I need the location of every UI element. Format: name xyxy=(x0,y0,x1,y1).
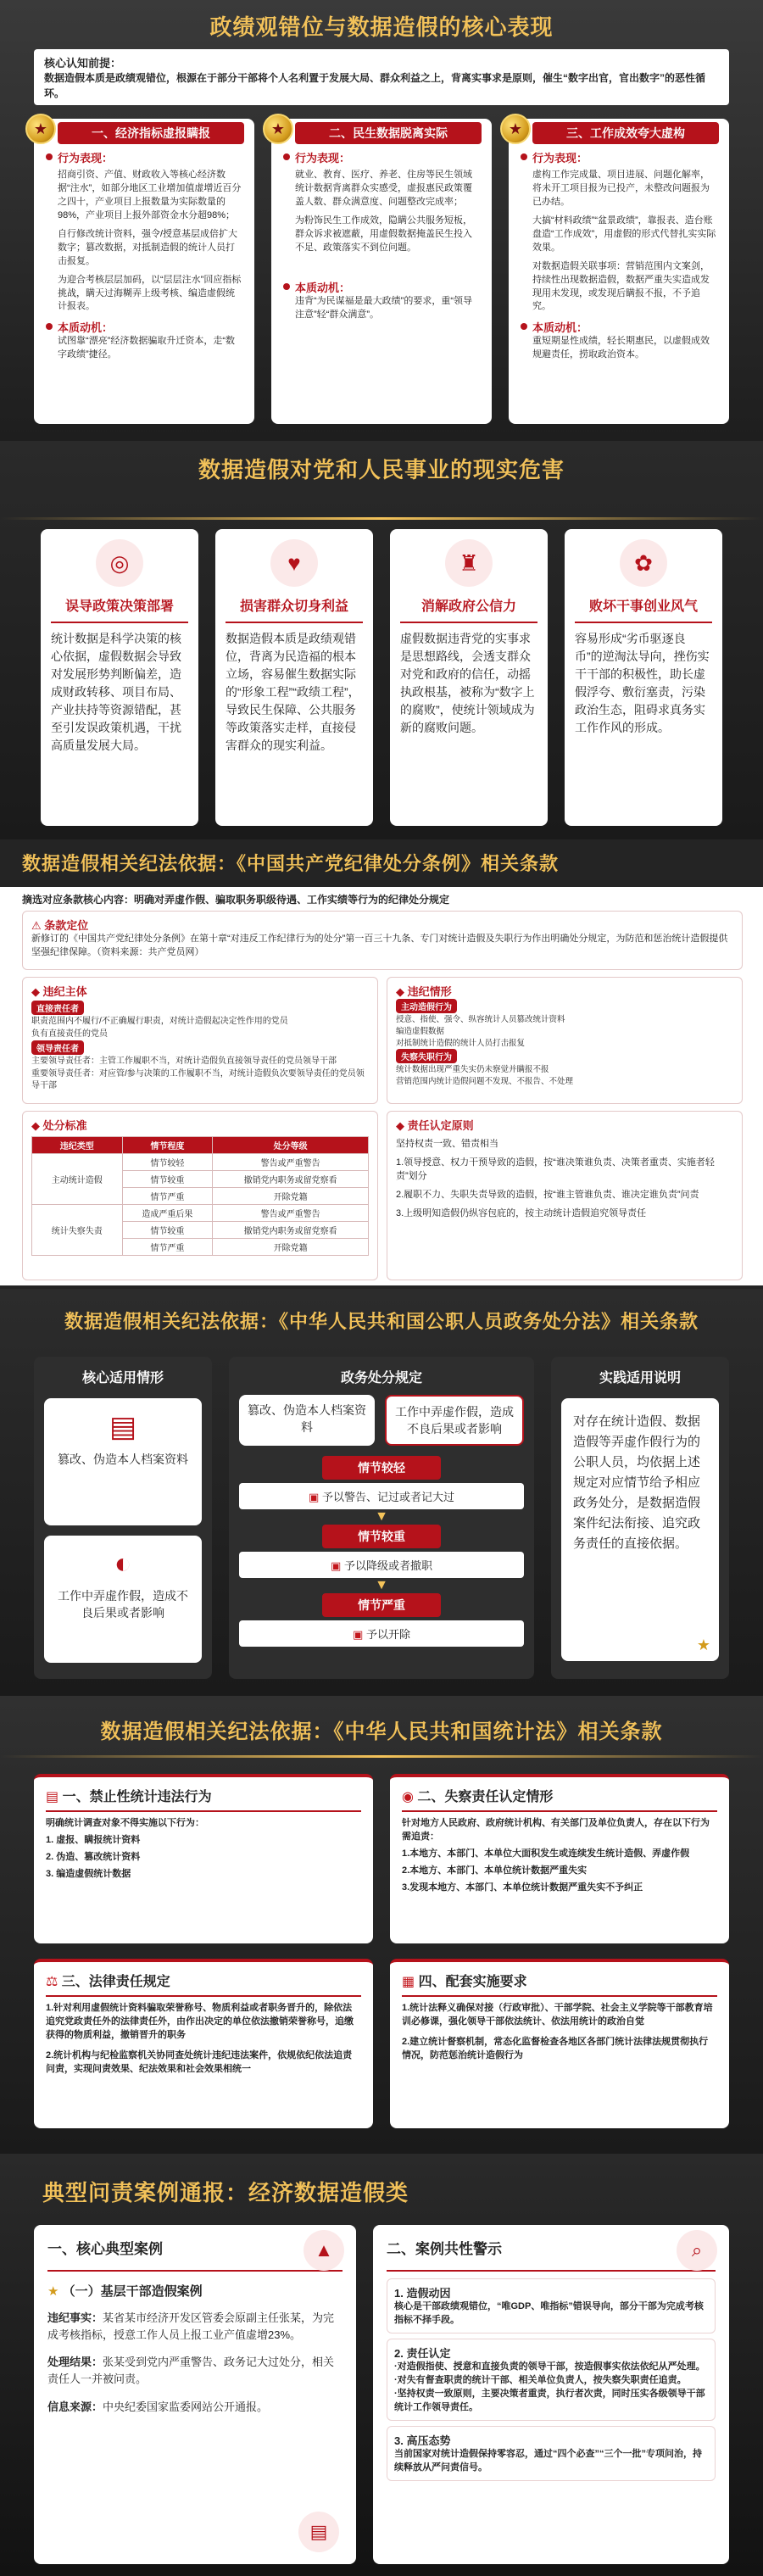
motive-text: 违背“为民谋福是最大政绩”的要求，重“领导注意”轻“群众满意”。 xyxy=(295,295,472,320)
warning-text: ·对造假指使、授意和直接负责的领导干部，按造假事实依法依纪从严处理。 ·对失有督查职责的统计干部、相关单位负责人，按失察失职责任追责。 ·坚持权责一致原则，主要决策者重责，执行者次责，同时压实各级领导干部统计工作领导责任。 xyxy=(394,2361,705,2412)
case-tag: ★ （一）基层干部造假案例 xyxy=(47,2284,203,2299)
case-item: 违纪事实：某省某市经济开发区管委会原副主任张某，为完成考核指标，授意工作人员上报工业产值虚增23%。 xyxy=(47,2311,335,2342)
arrow-down-icon: ▼ xyxy=(375,1509,388,1524)
section-title: 政绩观错位与数据造假的核心表现 xyxy=(209,14,554,40)
resp-item: 1.领导授意、权力干预导致的造假，按“谁决策谁负责、决策者重责、实施者轻责”划分 xyxy=(396,1157,715,1181)
column-livelihood xyxy=(271,119,492,424)
table-row: 情节较重 撤销党内职务或留党察看 xyxy=(32,1171,369,1188)
table-title: ◆ 处分标准 xyxy=(31,1119,87,1132)
resp-item: 2.履职不力、失职失责导致的造假，按“谁主管谁负责、谁决定谁负责”问责 xyxy=(396,1189,699,1200)
basis-text: 新修订的《中国共产党纪律处分条例》在第十章“对违反工作纪律行为的处分”第一百三十九条、专门对统计造假及失职行为作出明确处分规定，为防范和惩治统计造假提供坚强纪律保障。（资料来源：共产党员网） xyxy=(31,934,728,957)
law-box-title: ▤ 一、禁止性统计违法行为 xyxy=(46,1790,212,1804)
column-title: 一、经济指标虚报瞒报 xyxy=(58,122,244,144)
harm-title: 损害群众切身利益 xyxy=(239,599,348,614)
warning-item xyxy=(387,2426,716,2481)
harm-card xyxy=(565,529,722,826)
warning-panel xyxy=(373,2225,729,2564)
case-panel-title: 一、核心典型案例 xyxy=(47,2241,163,2257)
lock-icon: ▣ xyxy=(331,1559,344,1572)
rule-card: 工作中弄虚作假，造成不良后果或者影响 xyxy=(385,1395,524,1446)
subject-title: ◆ 违纪主体 xyxy=(31,985,87,998)
basis-box xyxy=(22,911,743,970)
gavel-icon: ⚖ xyxy=(46,1975,62,1989)
law-box-item: 1.本地方、本部门、本单位大面积发生或连续发生统计造假、弄虚作假 xyxy=(402,1848,690,1859)
column-economic xyxy=(34,119,254,424)
law-box xyxy=(34,1774,373,1943)
table-row: 统计失察失责 造成严重后果 警告或严重警告 xyxy=(32,1205,369,1222)
law-box-item: 2.统计机构与纪检监察机关协同查处统计违纪违法案件，依规依纪依法追责问责，实现问责效果、纪法效果和社会效果相统一 xyxy=(46,2049,353,2074)
scene-box xyxy=(387,977,743,1104)
warning-text: 当前国家对统计造假保持零容忍，通过“四个必查”“三个一批”专项问治，持续释放从严问责信号。 xyxy=(394,2448,702,2473)
column-title: 三、工作成效夸大虚构 xyxy=(532,122,719,144)
case-item: 处理结果：张某受到党内严重警告、政务记大过处分，相关责任人一并被问责。 xyxy=(47,2356,335,2386)
behavior-item: 为粉饰民生工作成效，隐瞒公共服务短板，群众诉求被遮蔽，用虚假数据掩盖民生投入不足、政策落实不到位问题。 xyxy=(295,215,472,253)
behavior-item: 对数据造假关联事项：营销范围内文案剑，持续性出现数据造假，数据严重失实造成发现用未发现，或发现后瞒报不报，不予追究。 xyxy=(532,260,710,312)
scene-a-label: 主动造假行为 xyxy=(396,999,457,1013)
law-box-item: 3.发现本地方、本部门、本单位统计数据严重失实不予纠正 xyxy=(402,1882,643,1893)
resp-item: 3.上级明知造假仍纵容包庇的，按主动统计造假追究领导责任 xyxy=(396,1207,647,1218)
law-box-title: ◉ 二、失察责任认定情形 xyxy=(402,1790,554,1804)
motive-label: 本质动机： xyxy=(295,281,351,294)
penalty-rules xyxy=(229,1357,534,1679)
section-title: 数据造假相关纪法依据：《中华人民共和国统计法》相关条款 xyxy=(100,1720,663,1743)
column-title: 二、民生数据脱离实际 xyxy=(295,122,482,144)
case-item: 信息来源：中央纪委国家监委网站公开通报。 xyxy=(47,2400,269,2413)
law-box-item: 3. 编造虚假统计数据 xyxy=(46,1868,131,1879)
target-icon: ◎ xyxy=(96,539,143,587)
core-premise-label: 核心认知前提： xyxy=(44,57,122,70)
harm-text: 虚假数据违背党的实事求是思想路线，会透支群众对党和政府的信任，动摇执政根基，被称为“数字上的腐败”，使统计领域成为新的腐败问题。 xyxy=(400,632,535,734)
law-box-item: 1.统计法释义确保对接（行政审批）、干部学院、社会主义学院等干部教育培训必修课，强化领导干部依法统计、依法用统计的政治自觉 xyxy=(402,2003,713,2027)
law-box-item: 1. 虚报、瞒报统计资料 xyxy=(46,1834,141,1845)
step-level: 情节较轻 xyxy=(322,1456,441,1480)
document-icon: ▤ xyxy=(46,1790,63,1804)
harm-text: 统计数据是科学决策的核心依据，虚假数据会导致对发展形势判断偏差，造成财政转移、项目布局、产业扶持等资源错配，甚至引发误政策机遇，干扰高质量发展大局。 xyxy=(51,632,181,752)
core-premise-text: 数据造假本质是政绩观错位，根源在于部分干部将个人名利置于发展大局、群众利益之上，背离实事求是原则，催生“数字出官，官出数字”的恶性循环。 xyxy=(44,72,706,99)
case-panel xyxy=(34,2225,356,2564)
bullet-icon xyxy=(521,153,527,160)
case-card xyxy=(44,1536,202,1663)
case-text: 工作中弄虚作假，造成不良后果或者影响 xyxy=(58,1589,188,1620)
lock-icon: ▣ xyxy=(353,1628,366,1641)
medal-icon: ★ xyxy=(500,114,531,144)
step-result: ▣ 予以降级或者撤职 xyxy=(239,1552,524,1578)
scene-title: ◆ 违纪情形 xyxy=(396,985,452,998)
broken-trust-icon: ♜ xyxy=(445,539,493,587)
motive-label: 本质动机： xyxy=(58,321,114,335)
law-box xyxy=(390,1959,729,2128)
law-box-title: ▦ 四、配套实施要求 xyxy=(402,1975,527,1989)
basis-title: ⚠ 条款定位 xyxy=(31,919,89,932)
lock-icon: ▣ xyxy=(309,1491,322,1503)
applicable-cases xyxy=(34,1357,212,1679)
resp-item: 坚持权责一致、错责相当 xyxy=(396,1139,498,1149)
medal-icon: ★ xyxy=(263,114,293,144)
practice-card xyxy=(561,1398,719,1661)
section-title: 典型问责案例通报：经济数据造假类 xyxy=(42,2180,409,2205)
table-row: 情节严重 开除党籍 xyxy=(32,1188,369,1205)
law-box-text: 针对地方人民政府、政府统计机构、有关部门及单位负责人，存在以下行为需追责： xyxy=(402,1818,710,1842)
scene-a-item: 对抵制统计造假的统计人员打击报复 xyxy=(396,1038,526,1048)
core-premise-box xyxy=(34,49,729,105)
person-icon: ◆ xyxy=(31,985,40,998)
leader-item: 主要领导责任者：主管工作履职不当，对统计造假负直接领导责任的党员领导干部 xyxy=(31,1057,337,1066)
behavior-item: 招商引资、产值、财政收入等核心经济数据“注水”，如部分地区工业增加值虚增近百分之四十，产业项目上报数量为实际数量的98%，产业项目上报外部资金水分超98%； xyxy=(58,170,242,220)
chart-warning-icon: ▲ xyxy=(304,2230,344,2271)
document-seal-icon: ▤ xyxy=(298,2512,339,2552)
step-block xyxy=(239,1456,524,1647)
table-row: 情节严重 开除党籍 xyxy=(32,1239,369,1256)
scene-b-item: 营销范围内统计造假问题不发现、不报告、不处理 xyxy=(396,1077,574,1087)
scene-b-label: 失察失职行为 xyxy=(396,1049,457,1063)
law-box-title: ⚖ 三、法律责任规定 xyxy=(46,1975,170,1989)
practice-note xyxy=(551,1357,729,1679)
law-box xyxy=(390,1774,729,1943)
medal-icon: ★ xyxy=(25,114,56,144)
table-header: 情节程度 xyxy=(122,1137,213,1154)
scene-a-item: 编造虚假数据 xyxy=(396,1026,445,1036)
document-x-icon: ▤ xyxy=(109,1411,137,1443)
harm-card xyxy=(390,529,548,826)
motive-label: 本质动机： xyxy=(532,321,588,335)
table-row: 主动统计造假 情节较轻 警告或严重警告 xyxy=(32,1154,369,1171)
section-party-discipline xyxy=(0,839,763,1289)
scale-icon: ◆ xyxy=(31,1119,40,1132)
law-box-text: 明确统计调查对象不得实施以下行为： xyxy=(46,1818,204,1828)
arrow-down-icon: ▼ xyxy=(375,1578,388,1592)
section-cases xyxy=(0,2154,763,2576)
warning-num: 2. 责任认定 xyxy=(394,2346,451,2360)
law-box-item: 2.本地方、本部门、本单位统计数据严重失实 xyxy=(402,1865,588,1876)
scene-a-item: 授意、指使、强令、纵容统计人员篡改统计资料 xyxy=(396,1015,565,1024)
scene-b-item: 统计数据出现严重失实仍未察觉并瞒报不报 xyxy=(396,1065,549,1075)
leader-item: 重要领导责任者：对应管/参与决策的工作履职不当，对统计造假负次要领导责任的党员领导干部 xyxy=(31,1068,365,1090)
harm-text: 容易形成“劣币驱逐良币”的逆淘汰导向，挫伤实干干部的积极性，助长虚假浮夸、敷衍塞责，污染政治生态，阻碍求真务实工作作风的形成。 xyxy=(575,632,710,734)
bullet-icon xyxy=(521,323,527,330)
responsibility-box xyxy=(387,1111,743,1280)
case-card xyxy=(44,1398,202,1525)
warning-item xyxy=(387,2339,716,2421)
penalty-table xyxy=(31,1136,369,1256)
behavior-label: 行为表现： xyxy=(532,152,588,164)
alert-icon: ◆ xyxy=(396,985,404,998)
section-public-official-law xyxy=(0,1289,763,1696)
intro-text: 摘选对应条款核心内容：明确对弄虚作假、骗取职务职级待遇、工作实绩等行为的纪律处分规定 xyxy=(22,894,450,906)
direct-label: 直接责任者 xyxy=(31,1001,84,1015)
behavior-item: 自行修改统计资料，强令/授意基层成倍扩大数字；篡改数据，对抵制造假的统计人员打击报复。 xyxy=(58,228,238,266)
clipboard-icon: ▦ xyxy=(402,1975,419,1989)
harm-card xyxy=(41,529,198,826)
behavior-item: 虚构工作完成量、项目进展、问题化解率，将未开工项目报为已投产，未整改问题报为已办结。 xyxy=(532,170,710,207)
left-title: 核心适用情形 xyxy=(81,1371,164,1386)
section-statistics-law xyxy=(0,1696,763,2154)
column-achievement xyxy=(509,119,729,424)
motive-text: 试图靠“漂亮”经济数据骗取升迁资本，走“数字政绩”捷径。 xyxy=(58,336,235,360)
behavior-item: 为迎合考核层层加码，以“层层注水”回应指标挑战，瞒天过海糊弄上级考核、编造虚假统计报表。 xyxy=(58,274,242,312)
warning-item xyxy=(387,2278,716,2333)
direct-item: 职责范围内不履行/不正确履行职责，对统计造假起决定性作用的党员 xyxy=(31,1017,288,1026)
motive-text: 重短期显性成绩，轻长期惠民，以虚假成效规避责任，捞取政治资本。 xyxy=(532,336,710,360)
warning-icon: ⚠ xyxy=(31,919,42,932)
warning-num: 3. 高压态势 xyxy=(394,2434,451,2447)
section-title: 数据造假相关纪法依据：《中华人民共和国公职人员政务处分法》相关条款 xyxy=(64,1311,699,1332)
subject-box xyxy=(22,977,378,1104)
bullet-icon xyxy=(46,323,53,330)
bullet-icon xyxy=(46,153,53,160)
section-title: 数据造假相关纪法依据：《中国共产党纪律处分条例》相关条款 xyxy=(22,853,560,874)
step-result: ▣ 予以警告、记过或者记大过 xyxy=(239,1483,524,1509)
magnifier-icon: ⌕ xyxy=(677,2230,717,2271)
table-header: 处分等级 xyxy=(213,1137,369,1154)
behavior-item: 就业、教育、医疗、养老、住房等民生领域统计数据背离群众实感受，虚报惠民政策覆盖人数、群众满意度、问题整改完成率； xyxy=(295,170,472,207)
bullet-icon xyxy=(283,283,290,290)
practice-text: 对存在统计造假、数据造假等弄虚作假行为的公职人员，均依据上述规定对应情节给予相应政务处分，是数据造假案件纪法衔接、追究政务责任的直接依据。 xyxy=(573,1414,701,1551)
bullet-icon xyxy=(283,153,290,160)
rule-card: 篡改、伪造本人档案资料 xyxy=(239,1395,375,1446)
law-box xyxy=(34,1959,373,2128)
mid-title: 政务处分规定 xyxy=(340,1371,422,1386)
people-icon: ✿ xyxy=(620,539,667,587)
table-header: 违纪类型 xyxy=(32,1137,123,1154)
right-title: 实践适用说明 xyxy=(599,1371,681,1386)
direct-item: 负有直接责任的党员 xyxy=(31,1029,108,1039)
law-box-item: 2. 伪造、篡改统计资料 xyxy=(46,1851,141,1862)
law-box-item: 1.针对利用虚假统计资料骗取荣誉称号、物质利益或者职务晋升的，除依法追究党政责任外的法律责任外，由作出决定的单位依法撤销荣誉称号，追缴获得的物质利益，撤销晋升的职务 xyxy=(46,2003,354,2040)
heart-hand-icon: ♥ xyxy=(270,539,318,587)
star-icon: ★ xyxy=(47,2284,63,2299)
table-row: 情节较重 撤销党内职务或留党察看 xyxy=(32,1222,369,1239)
step-result: ▣ 予以开除 xyxy=(239,1620,524,1647)
step-level: 情节较重 xyxy=(322,1525,441,1548)
section-harms xyxy=(0,441,763,839)
warning-panel-title: 二、案例共性警示 xyxy=(387,2241,502,2257)
harm-title: 败坏干事创业风气 xyxy=(588,599,698,614)
resp-title: ◆ 责任认定原则 xyxy=(396,1119,474,1132)
mask-icon: ◐ xyxy=(114,1547,132,1580)
law-box-item: 2.建立统计督察机制，常态化监督检查各地区各部门统计法律法规贯彻执行情况，防范惩治统计造假行为 xyxy=(402,2036,709,2060)
section-core-performance xyxy=(0,0,763,441)
case-text: 篡改、伪造本人档案资料 xyxy=(58,1452,188,1466)
star-icon: ★ xyxy=(696,1636,710,1653)
warning-num: 1. 造假动因 xyxy=(394,2287,451,2300)
leader-label: 领导责任者 xyxy=(31,1040,84,1055)
harm-title: 误导政策决策部署 xyxy=(64,599,174,614)
behavior-item: 大搞“材料政绩”“盆景政绩”，靠报表、造台账盘造“工作成效”，用虚假的形式代替扎实实际效果。 xyxy=(532,215,716,253)
step-level: 情节严重 xyxy=(322,1593,441,1617)
document-icon: ◆ xyxy=(396,1119,404,1132)
penalty-table-box xyxy=(22,1111,378,1280)
harm-text: 数据造假本质是政绩观错位，背离为民造福的根本立场，容易催生数据实际的“形象工程”“政绩工程”，导致民生保障、公共服务等政策落实走样，直接侵害群众的现实利益。 xyxy=(226,632,360,752)
behavior-label: 行为表现： xyxy=(58,152,114,164)
warning-text: 核心是干部政绩观错位，“唯GDP、唯指标”错误导向，部分干部为完成考核指标不择手段。 xyxy=(394,2301,704,2325)
section-title: 数据造假对党和人民事业的现实危害 xyxy=(198,457,565,482)
harm-card xyxy=(215,529,373,826)
behavior-label: 行为表现： xyxy=(295,152,351,164)
harm-title: 消解政府公信力 xyxy=(420,599,516,614)
person-icon: ◉ xyxy=(402,1790,418,1804)
